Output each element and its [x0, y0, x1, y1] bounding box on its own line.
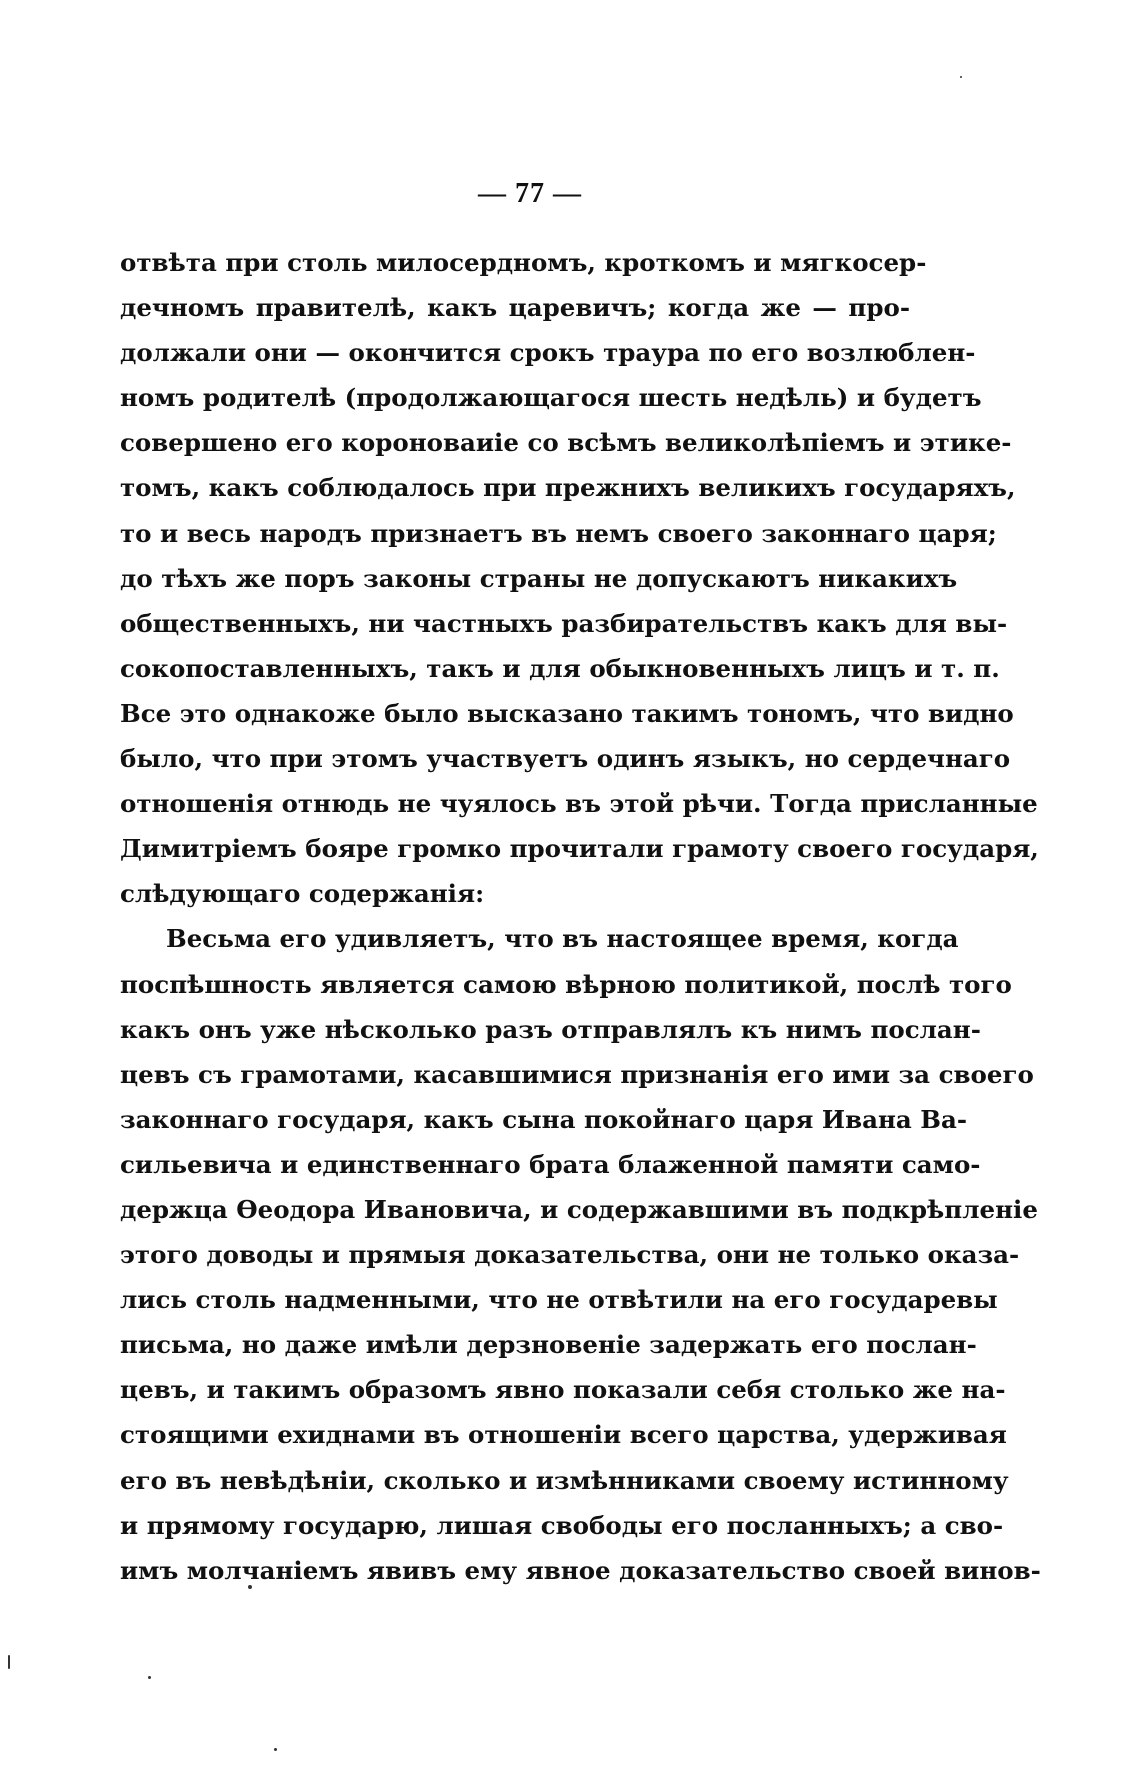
text-line: законнаго государя, какъ сына покойнаго царя Ивана Ва- — [120, 1104, 968, 1134]
text-line: Все это однакоже было высказано такимъ тономъ, что видно — [120, 698, 1014, 728]
text-line: отношенія отнюдь не чуялось въ этой рѣчи. Тогда присланные — [120, 789, 1038, 819]
text-line: совершено его короноваиіе со всѣмъ великолѣпіемъ и этике- — [120, 428, 1012, 458]
text-line: отвѣта при столь милосердномъ, кроткомъ и мягкосер- — [120, 248, 927, 277]
text-line: поспѣшность является самою вѣрною политикой, послѣ того — [120, 969, 1012, 999]
text-line: лись столь надменными, что не отвѣтили на его государевы — [120, 1285, 998, 1315]
text-line: до тѣхъ же поръ законы страны не допускаютъ никакихъ — [120, 563, 958, 593]
text-line: то и весь народъ признаетъ въ немъ своего законнаго царя; — [120, 518, 997, 548]
scan-speck — [274, 1748, 277, 1751]
text-line: томъ, какъ соблюдалось при прежнихъ великихъ государяхъ, — [120, 473, 1016, 503]
body-text — [120, 240, 1041, 1593]
text-line: сокопоставленныхъ, такъ и для обыкновенныхъ лицъ и т. п. — [120, 653, 1000, 683]
scan-speck — [8, 1655, 10, 1669]
text-line: письма, но даже имѣли дерзновеніе задержать его послан- — [120, 1330, 977, 1360]
text-line: было, что при этомъ участвуетъ одинъ языкъ, но сердечнаго — [120, 744, 1011, 774]
page-number: — 77 — — [478, 178, 582, 209]
text-line: слѣдующаго содержанія: — [120, 879, 485, 909]
text-line: цевъ съ грамотами, касавшимися признанія его ими за своего — [120, 1059, 1034, 1089]
text-line: этого доводы и прямыя доказательства, они не только оказа- — [120, 1240, 1020, 1270]
text-line: цевъ, и такимъ образомъ явно показали себя столько же на- — [120, 1375, 1006, 1405]
text-line: Димитріемъ бояре громко прочитали грамоту своего государя, — [120, 834, 1039, 864]
text-line: дечномъ правителѣ, какъ царевичъ; когда же — про- — [120, 293, 910, 323]
text-line: и прямому государю, лишая свободы его посланныхъ; а сво- — [120, 1510, 1004, 1540]
text-line: сильевича и единственнаго брата блаженной памяти само- — [120, 1149, 981, 1179]
scan-speck — [960, 76, 962, 78]
text-line: какъ онъ уже нѣсколько разъ отправлялъ къ нимъ послан- — [120, 1014, 981, 1044]
scan-speck — [248, 1585, 252, 1589]
text-line: его въ невѣдѣніи, сколько и измѣнниками своему истинному — [120, 1465, 1009, 1495]
text-line: имъ молчаніемъ явивъ ему явное доказательство своей винов- — [120, 1555, 1041, 1585]
text-line: стоящими ехиднами въ отношеніи всего царства, удерживая — [120, 1420, 1007, 1450]
text-line: Весьма его удивляетъ, что въ настоящее время, когда — [166, 924, 959, 954]
scan-speck — [148, 1676, 151, 1679]
text-line: номъ родителѣ (продолжающагося шесть недѣль) и будетъ — [120, 383, 982, 413]
text-line: держца Өеодора Ивановича, и содержавшими въ подкрѣпленіе — [120, 1194, 1038, 1224]
text-line: должали они — окончится срокъ траура по его возлюблен- — [120, 338, 976, 368]
text-line: общественныхъ, ни частныхъ разбирательствъ какъ для вы- — [120, 608, 1008, 638]
